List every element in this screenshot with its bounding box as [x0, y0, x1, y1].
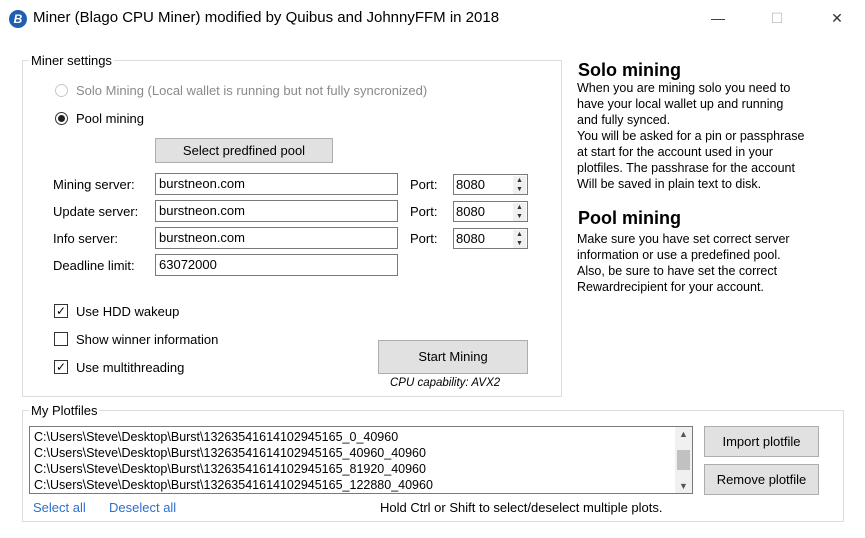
- list-item[interactable]: C:\Users\Steve\Desktop\Burst\13263541614102945165_122880_40960: [34, 478, 433, 492]
- update-port-label: Port:: [410, 204, 438, 219]
- winner-info-checkbox[interactable]: [54, 332, 68, 346]
- update-server-input[interactable]: burstneon.com: [155, 200, 398, 222]
- list-item[interactable]: C:\Users\Steve\Desktop\Burst\13263541614102945165_81920_40960: [34, 462, 426, 476]
- solo-mining-help: When you are mining solo you need to have your local wallet up and running and fully synced. You will be asked for a pin or passphrase at start for the account used in your plotfiles. The passhrase for the account Will be saved in plain text to disk.: [577, 81, 805, 191]
- mining-server-label: Mining server:: [53, 177, 135, 192]
- spin-up-icon[interactable]: ▲: [516, 204, 523, 211]
- solo-mining-radio[interactable]: [55, 84, 68, 97]
- spin-down-icon[interactable]: ▼: [516, 186, 523, 193]
- spin-down-icon[interactable]: ▼: [516, 240, 523, 247]
- update-port-stepper[interactable]: [453, 201, 528, 222]
- deselect-all-link[interactable]: Deselect all: [109, 500, 177, 515]
- remove-plotfile-button[interactable]: Remove plotfile: [704, 464, 819, 495]
- selection-hint: Hold Ctrl or Shift to select/deselect multiple plots.: [380, 500, 663, 515]
- plotfile-list[interactable]: [29, 426, 693, 494]
- multithreading-checkbox[interactable]: ✓: [55, 360, 67, 374]
- maximize-button[interactable]: ☐: [770, 10, 784, 26]
- spin-up-icon[interactable]: ▲: [516, 177, 523, 184]
- hdd-wakeup-label: Use HDD wakeup: [76, 304, 180, 319]
- mining-port-label: Port:: [410, 177, 438, 192]
- radio-selected-dot: [58, 115, 65, 122]
- scroll-up-icon[interactable]: ▲: [679, 429, 688, 439]
- app-icon: B: [9, 10, 27, 28]
- start-mining-button[interactable]: Start Mining: [378, 340, 528, 374]
- info-port-stepper[interactable]: [453, 228, 528, 249]
- scroll-thumb[interactable]: [677, 450, 690, 470]
- plotfiles-label: My Plotfiles: [31, 403, 98, 418]
- close-button[interactable]: ✕: [831, 10, 843, 26]
- list-item[interactable]: C:\Users\Steve\Desktop\Burst\13263541614102945165_0_40960: [34, 430, 399, 444]
- info-port-value: 8080: [456, 231, 485, 246]
- pool-mining-heading: Pool mining: [578, 208, 681, 228]
- info-port-label: Port:: [410, 231, 438, 246]
- import-plotfile-button[interactable]: Import plotfile: [704, 426, 819, 457]
- solo-mining-label: Solo Mining (Local wallet is running but not fully syncronized): [76, 83, 428, 98]
- select-all-link[interactable]: Select all: [33, 500, 86, 515]
- mining-port-value: 8080: [456, 177, 485, 192]
- select-pool-button[interactable]: Select predfined pool: [155, 138, 333, 163]
- scroll-down-icon[interactable]: ▼: [679, 481, 688, 491]
- solo-mining-heading: Solo mining: [578, 60, 681, 80]
- info-server-input[interactable]: burstneon.com: [155, 227, 398, 249]
- cpu-capability-text: CPU capability: AVX2: [390, 377, 501, 389]
- deadline-label: Deadline limit:: [53, 258, 135, 273]
- winner-info-label: Show winner information: [76, 332, 219, 347]
- info-server-label: Info server:: [53, 231, 119, 246]
- pool-mining-radio[interactable]: [55, 112, 68, 125]
- spin-down-icon[interactable]: ▼: [516, 213, 523, 220]
- update-server-label: Update server:: [53, 204, 139, 219]
- pool-mining-label: Pool mining: [76, 111, 144, 126]
- update-port-value: 8080: [456, 204, 485, 219]
- title-bar[interactable]: [0, 0, 865, 38]
- spin-up-icon[interactable]: ▲: [516, 231, 523, 238]
- multithreading-label: Use multithreading: [76, 360, 185, 375]
- window-title: Miner (Blago CPU Miner) modified by Quibus and JohnnyFFM in 2018: [33, 9, 500, 26]
- pool-mining-help: Make sure you have set correct server information or use a predefined pool. Also, be sure to have set the correct Rewardrecipient for your account.: [577, 232, 790, 294]
- mining-port-stepper[interactable]: [453, 174, 528, 195]
- miner-settings-label: Miner settings: [31, 53, 112, 68]
- hdd-wakeup-checkbox[interactable]: ✓: [55, 304, 67, 318]
- deadline-input[interactable]: 63072000: [155, 254, 398, 276]
- list-item[interactable]: C:\Users\Steve\Desktop\Burst\13263541614102945165_40960_40960: [34, 446, 426, 460]
- list-scrollbar[interactable]: [675, 427, 692, 493]
- mining-server-input[interactable]: burstneon.com: [155, 173, 398, 195]
- minimize-button[interactable]: —: [711, 10, 725, 26]
